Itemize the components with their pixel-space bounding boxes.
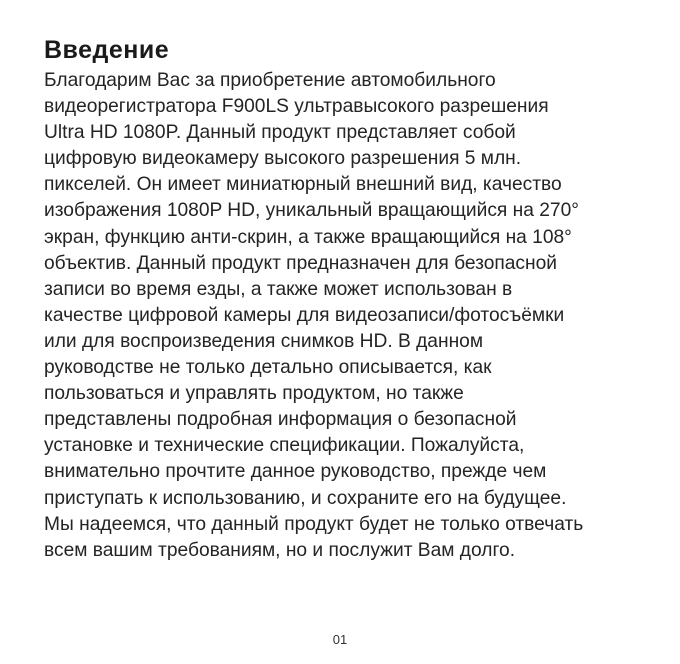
paragraph-line: Ultra HD 1080P. Данный продукт представляет собой <box>44 122 516 144</box>
paragraph-line: приступать к использованию, и сохраните его на будущее. <box>44 487 567 509</box>
paragraph-line: цифровую видеокамеру высокого разрешения 5 млн. <box>44 148 522 170</box>
paragraph-line: установке и технические спецификации. Пожалуйста, <box>44 435 525 457</box>
paragraph-line: видеорегистратора F900LS ультравысокого разрешения <box>44 96 549 118</box>
paragraph-line: Мы надеемся, что данный продукт будет не только отвечать <box>44 513 584 535</box>
paragraph-line: руководстве не только детально описывается, как <box>44 357 492 379</box>
paragraph-line: всем вашим требованиям, но и послужит Вам долго. <box>44 539 516 561</box>
paragraph-line: Благодарим Вас за приобретение автомобильного <box>44 70 496 91</box>
paragraph-line: пикселей. Он имеет миниатюрный внешний вид, качество <box>44 174 562 196</box>
intro-paragraph <box>44 68 664 564</box>
paragraph-line: объектив. Данный продукт предназначен для безопасной <box>44 252 558 274</box>
page-title: Введение <box>44 36 170 64</box>
paragraph-line: или для воспроизведения снимков HD. В данном <box>44 330 484 352</box>
paragraph-line: записи во время езды, а также может использован в <box>44 278 513 300</box>
page-number: 01 <box>332 632 348 647</box>
paragraph-line: представлены подробная информация о безопасной <box>44 409 517 431</box>
paragraph-line: экран, функцию анти-скрин, а также вращающийся на 108° <box>44 226 572 248</box>
paragraph-line: качестве цифровой камеры для видеозаписи/фотосъёмки <box>44 304 565 326</box>
paragraph-line: пользоваться и управлять продуктом, но также <box>44 383 464 405</box>
paragraph-line: внимательно прочтите данное руководство, прежде чем <box>44 461 547 483</box>
paragraph-line: изображения 1080P HD, уникальный вращающийся на 270° <box>44 200 579 222</box>
